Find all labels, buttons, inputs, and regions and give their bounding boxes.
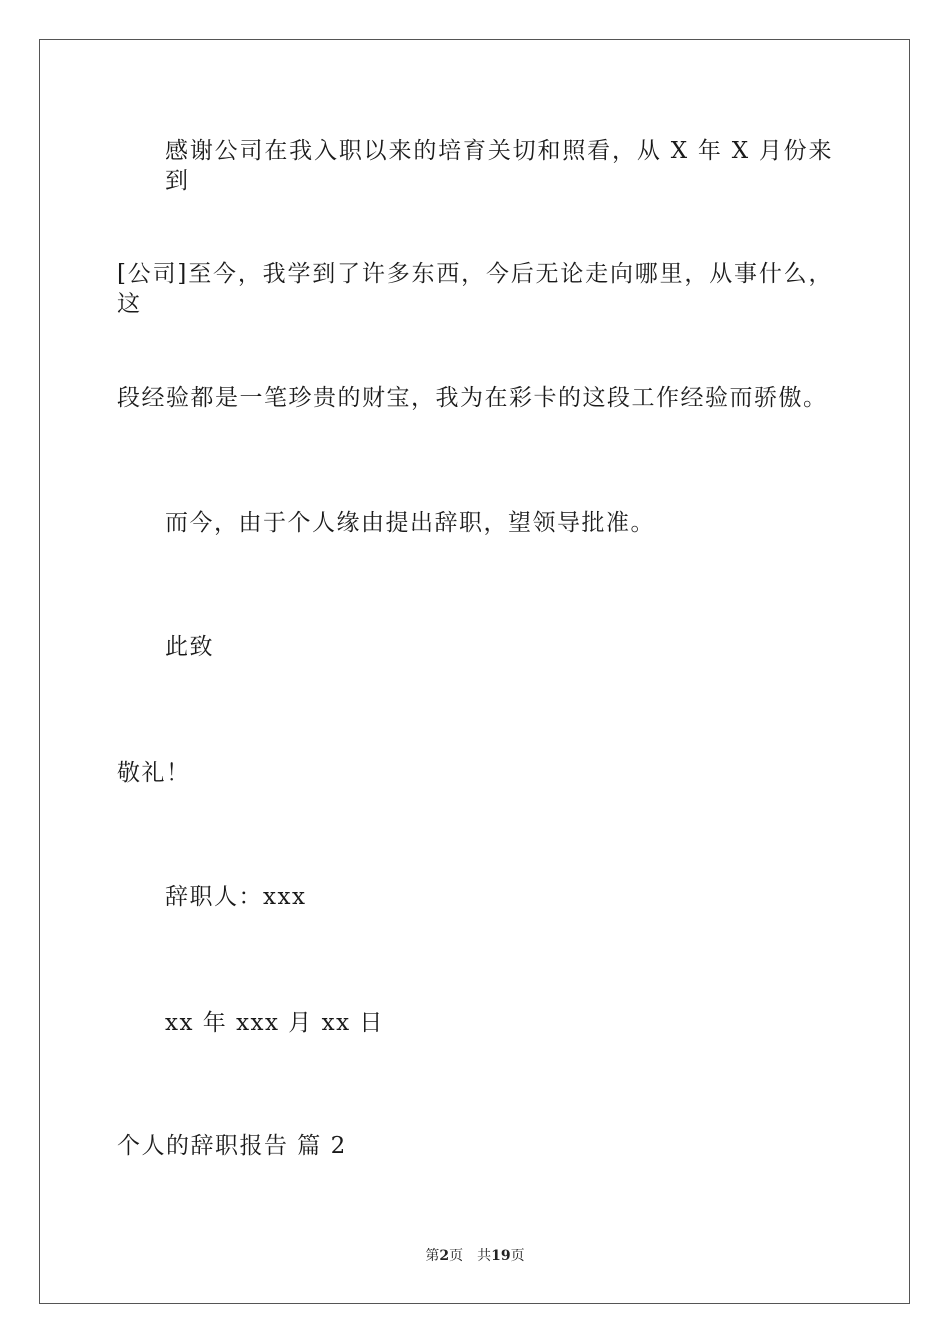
date-line: xx 年 xxx 月 xx 日 bbox=[165, 1010, 384, 1036]
footer-page-suffix: 页 bbox=[449, 1248, 464, 1264]
salutation-line: 敬礼！ bbox=[117, 760, 191, 786]
signature-line: 辞职人：xxx bbox=[165, 884, 307, 910]
page-footer bbox=[0, 1247, 950, 1265]
paragraph-line-1: 感谢公司在我入职以来的培育关切和照看，从 X 年 X 月份来到 bbox=[165, 138, 833, 194]
section-heading: 个人的辞职报告 篇 2 bbox=[117, 1133, 347, 1159]
footer-total-suffix: 页 bbox=[510, 1248, 525, 1264]
footer-total-pages: 19 bbox=[491, 1248, 511, 1264]
page-frame bbox=[39, 39, 910, 1304]
paragraph-line-3: 段经验都是一笔珍贵的财宝，我为在彩卡的这段工作经验而骄傲。 bbox=[117, 385, 828, 411]
footer-page-prefix: 第 bbox=[425, 1248, 440, 1264]
footer-total-prefix: 共 bbox=[477, 1248, 492, 1264]
paragraph-line-4: 而今，由于个人缘由提出辞职，望领导批准。 bbox=[165, 510, 655, 536]
closing-line: 此致 bbox=[165, 634, 214, 660]
paragraph-line-2: [公司]至今，我学到了许多东西，今后无论走向哪里，从事什么，这 bbox=[117, 261, 833, 317]
footer-page-number: 2 bbox=[439, 1248, 450, 1264]
